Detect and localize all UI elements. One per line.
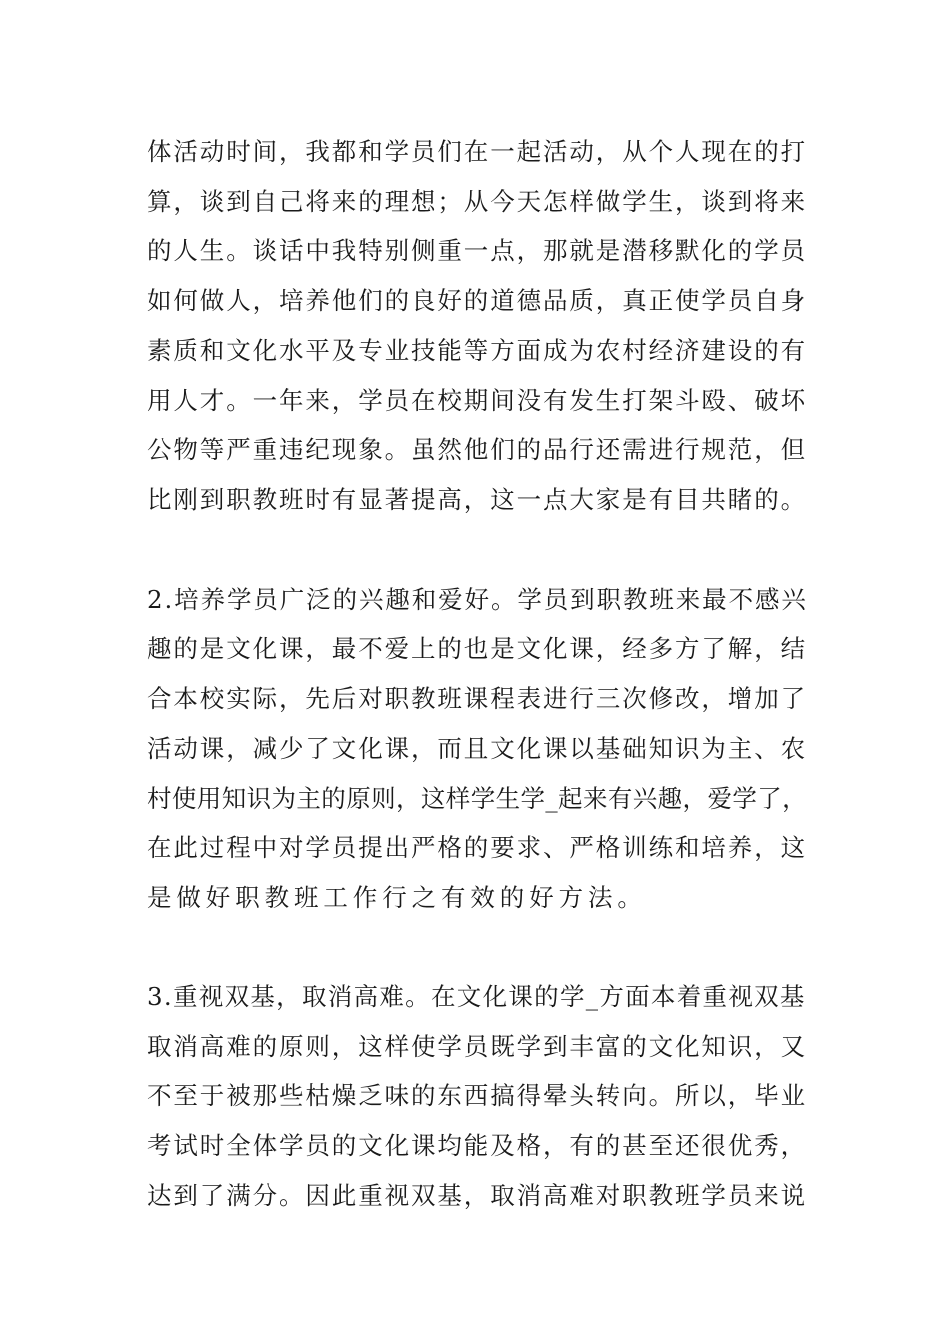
text-line: 体活动时间，我都和学员们在一起活动，从个人现在的打 — [147, 137, 807, 166]
text-line: 取消高难的原则，这样使学员既学到丰富的文化知识，又 — [147, 1032, 807, 1061]
text-line: 达到了满分。因此重视双基，取消高难对职教班学员来说 — [147, 1181, 807, 1210]
text-line: 在此过程中对学员提出严格的要求、严格训练和培养，这 — [147, 833, 807, 862]
text-line: 合本校实际，先后对职教班课程表进行三次修改，增加了 — [147, 684, 807, 713]
text-line: 3.重视双基，取消高难。在文化课的学_方面本着重视双基 — [147, 982, 806, 1011]
text-line: 不至于被那些枯燥乏味的东西搞得晕头转向。所以，毕业 — [147, 1081, 807, 1110]
text-line: 村使用知识为主的原则，这样学生学_起来有兴趣，爱学了， — [147, 784, 808, 813]
text-line: 考试时全体学员的文化课均能及格，有的甚至还很优秀， — [147, 1131, 807, 1160]
text-line: 的人生。谈话中我特别侧重一点，那就是潜移默化的学员 — [147, 236, 807, 265]
text-line: 比刚到职教班时有显著提高，这一点大家是有目共睹的。 — [147, 485, 807, 514]
text-line: 算，谈到自己将来的理想；从今天怎样做学生，谈到将来 — [147, 187, 807, 216]
text-line: 素质和文化水平及专业技能等方面成为农村经济建设的有 — [147, 336, 807, 365]
text-line: 如何做人，培养他们的良好的道德品质，真正使学员自身 — [147, 286, 807, 315]
text-line: 2.培养学员广泛的兴趣和爱好。学员到职教班来最不感兴 — [147, 585, 808, 614]
text-line: 用人才。一年来，学员在校期间没有发生打架斗殴、破坏 — [147, 386, 807, 415]
text-line: 活动课，减少了文化课，而且文化课以基础知识为主、农 — [147, 734, 807, 763]
text-line: 趣的是文化课，最不爱上的也是文化课，经多方了解，结 — [147, 634, 807, 663]
text-line: 是做好职教班工作行之有效的好方法。 — [147, 883, 647, 912]
text-line: 公物等严重违纪现象。虽然他们的品行还需进行规范，但 — [147, 435, 807, 464]
